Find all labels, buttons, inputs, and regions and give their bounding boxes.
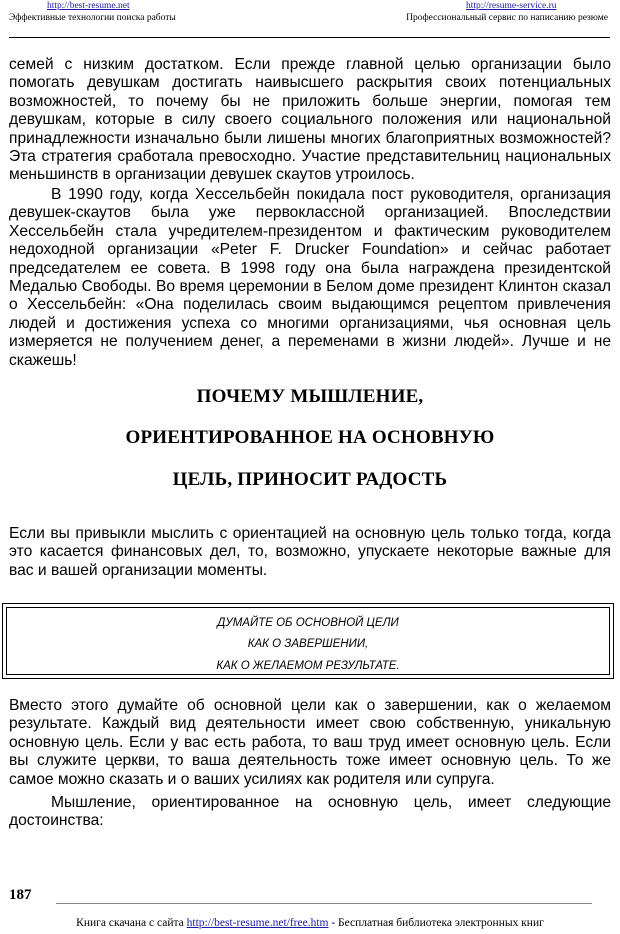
paragraph-1: семей с низким достатком. Если прежде главной целью организации было помогать девушкам достигать наивысшего раскрытия своих потенциальных возможностей, то почему бы не приложить больше энергии, помогая тем девушкам, которые в силу своего социального положения или национальной принадлежности изначально были лишены многих благоприятных возможностей? Эта стратегия сработала превосходно. Участие представительниц национальных меньшинств в организации девушек скаутов утроилось. [9,56,611,184]
paragraph-4: Вместо этого думайте об основной цели как о завершении, как о желаемом результате. Каждый вид деятельности имеет свою собственную, уникальную основную цель. Если у вас есть работа, то ваш труд имеет основную цель. Если вы служите церкви, то ваша деятельность тоже имеет основную цель. То же самое можно сказать и о ваших усилиях как родителя или супруга. [9,697,611,788]
header-right-link[interactable]: http://resume-service.ru [466,1,557,11]
footer-suffix: - Бесплатная библиотека электронных книг [328,917,544,929]
paragraph-3: Если вы привыкли мыслить с ориентацией на основную цель только тогда, когда это касается финансовых дел, то, возможно, упускаете некоторые важные для вас и вашей организации моменты. [9,525,611,579]
footer-link[interactable]: http://best-resume.net/free.htm [186,917,329,929]
callout-line-2: КАК О ЗАВЕРШЕНИИ, [247,638,369,650]
paragraph-5 [9,794,611,831]
header-titles [0,12,620,25]
callout-box [2,603,614,679]
section-heading-line-1: ПОЧЕМУ МЫШЛЕНИЕ, [196,386,424,407]
page-number: 187 [9,887,32,903]
paragraph-5-text: Мышление, ориентированное на основную цель, имеет следующие достоинства: [9,794,611,830]
header-right-title: Профессиональный сервис по написанию резюме [406,13,608,23]
footer-prefix: Книга скачана с сайта [76,917,187,929]
callout-line-3: КАК О ЖЕЛАЕМОМ РЕЗУЛЬТАТЕ. [216,660,400,672]
header-divider [9,37,610,38]
callout-inner-frame [6,607,610,675]
footer-divider [56,903,592,904]
paragraph-2: В 1990 году, когда Хессельбейн покидала пост руководителя, организация девушек-скаутов была уже первоклассной организацией. Впоследствии Хессельбейн стала учредителем-президентом и фактическим руководителем недоходной организации «Peter F. Drucker Foundation» и сейчас работает председателем ее совета. В 1998 году она была награждена президентской Медалью Свободы. Во время церемонии в Белом доме президент Клинтон сказал о Хессельбейн: «Она поделилась своим выдающимся рецептом привлечения людей и достижения успеха со многими организациями, чья основная цель измеряется не получением денег, а переменами в жизни людей». Лучше и не скажешь! [9,186,611,369]
header-left-title: Эффективные технологии поиска работы [9,13,176,23]
header-left-link[interactable]: http://best-resume.net [47,1,130,11]
section-heading-line-2: ОРИЕНТИРОВАННОЕ НА ОСНОВНУЮ [125,427,495,448]
callout-line-1: ДУМАЙТЕ ОБ ОСНОВНОЙ ЦЕЛИ [217,617,399,629]
section-heading-line-3: ЦЕЛЬ, ПРИНОСИТ РАДОСТЬ [172,469,448,490]
footer-note [0,916,620,930]
header-links [0,1,620,12]
